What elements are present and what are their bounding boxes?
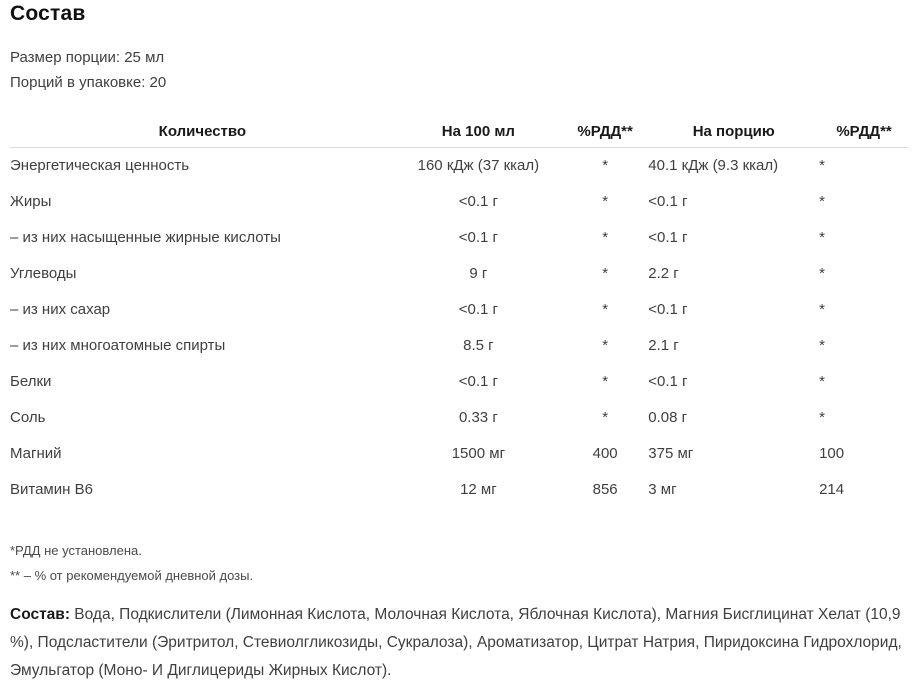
rdd-per-100ml: 856 [592, 480, 618, 498]
value-per-serving: 2.1 г [648, 336, 679, 354]
rdd-per-100ml: * [602, 192, 609, 210]
nutrient-name: Углеводы [10, 264, 77, 282]
table-row [10, 435, 909, 471]
composition-paragraph [10, 601, 909, 685]
serving-size: Размер порции: 25 мл [10, 49, 165, 66]
value-per-serving: <0.1 г [648, 372, 688, 390]
value-per-100ml: 9 г [469, 264, 488, 282]
table-row [10, 363, 909, 399]
rdd-per-100ml: 400 [592, 444, 618, 462]
value-per-serving: 3 мг [648, 480, 677, 498]
value-per-100ml: 1500 мг [451, 444, 506, 462]
table-row [10, 183, 909, 219]
composition-text: Вода, Подкислители (Лимонная Кислота, Молочная Кислота, Яблочная Кислота), Магния Бисглицинат Хелат (10,9 %), Подсластители (Эритритол, Стевиолгликозиды, Сукралоза), Ароматизатор, Цитрат Натрия, Пиридоксина Гидрохлорид, Эмульгатор (Моно- И Диглицериды Жирных Кислот). [10, 606, 902, 679]
value-per-100ml: 12 мг [460, 480, 497, 498]
footnotes [10, 538, 909, 588]
table-row [10, 327, 909, 363]
value-per-100ml: <0.1 г [458, 228, 499, 246]
header-per-serving: На порцию [648, 116, 819, 147]
serving-info [10, 45, 909, 95]
table-row [10, 255, 909, 291]
nutrient-name: – из них многоатомные спирты [10, 336, 226, 354]
table-row [10, 147, 909, 183]
rdd-per-100ml: * [602, 408, 609, 426]
value-per-100ml: <0.1 г [458, 192, 499, 210]
value-per-100ml: 0.33 г [458, 408, 498, 426]
servings-per-pack: Порций в упаковке: 20 [10, 74, 167, 91]
value-per-serving: <0.1 г [648, 228, 688, 246]
rdd-per-100ml: * [602, 300, 609, 318]
nutrition-table-body [10, 147, 909, 507]
table-row [10, 219, 909, 255]
footnote-rdd-not-set: *РДД не установлена. [10, 543, 142, 558]
value-per-serving: 40.1 кДж (9.3 ккал) [648, 156, 779, 174]
rdd-per-serving: * [819, 336, 825, 354]
rdd-per-serving: * [819, 372, 825, 390]
page-title: Состав [10, 2, 86, 25]
rdd-per-serving: * [819, 264, 825, 282]
rdd-per-100ml: * [602, 372, 609, 390]
rdd-per-serving: 100 [819, 444, 845, 462]
rdd-per-100ml: * [602, 156, 609, 174]
rdd-per-100ml: * [602, 264, 609, 282]
rdd-per-serving: * [819, 156, 825, 174]
value-per-100ml: <0.1 г [458, 300, 499, 318]
nutrition-table-header [10, 116, 909, 147]
nutrient-name: Магний [10, 444, 62, 462]
value-per-100ml: 8.5 г [463, 336, 494, 354]
nutrient-name: Энергетическая ценность [10, 156, 190, 174]
value-per-100ml: 160 кДж (37 ккал) [417, 156, 540, 174]
value-per-serving: <0.1 г [648, 192, 688, 210]
rdd-per-100ml: * [602, 336, 609, 354]
nutrient-name: Жиры [10, 192, 52, 210]
header-rdd-per-serving: %РДД** [819, 116, 909, 147]
rdd-per-serving: * [819, 408, 825, 426]
value-per-serving: <0.1 г [648, 300, 688, 318]
footnote-rdd-percent: ** – % от рекомендуемой дневной дозы. [10, 568, 254, 583]
header-per-100ml: На 100 мл [395, 116, 562, 147]
rdd-per-serving: * [819, 300, 825, 318]
nutrient-name: Витамин B6 [10, 480, 93, 498]
value-per-serving: 375 мг [648, 444, 694, 462]
value-per-100ml: <0.1 г [458, 372, 499, 390]
nutrient-name: Белки [10, 372, 52, 390]
header-row [10, 116, 909, 147]
nutrient-name: Соль [10, 408, 46, 426]
rdd-per-serving: * [819, 192, 825, 210]
nutrition-table [10, 116, 909, 507]
rdd-per-100ml: * [602, 228, 609, 246]
value-per-serving: 2.2 г [648, 264, 679, 282]
value-per-serving: 0.08 г [648, 408, 688, 426]
header-rdd-per-100ml: %РДД** [562, 116, 648, 147]
rdd-per-serving: * [819, 228, 825, 246]
header-quantity: Количество [10, 116, 395, 147]
rdd-per-serving: 214 [819, 480, 845, 498]
table-row [10, 399, 909, 435]
table-row [10, 471, 909, 507]
nutrient-name: – из них насыщенные жирные кислоты [10, 228, 281, 246]
composition-label: Состав: [10, 606, 70, 623]
table-row [10, 291, 909, 327]
nutrient-name: – из них сахар [10, 300, 111, 318]
